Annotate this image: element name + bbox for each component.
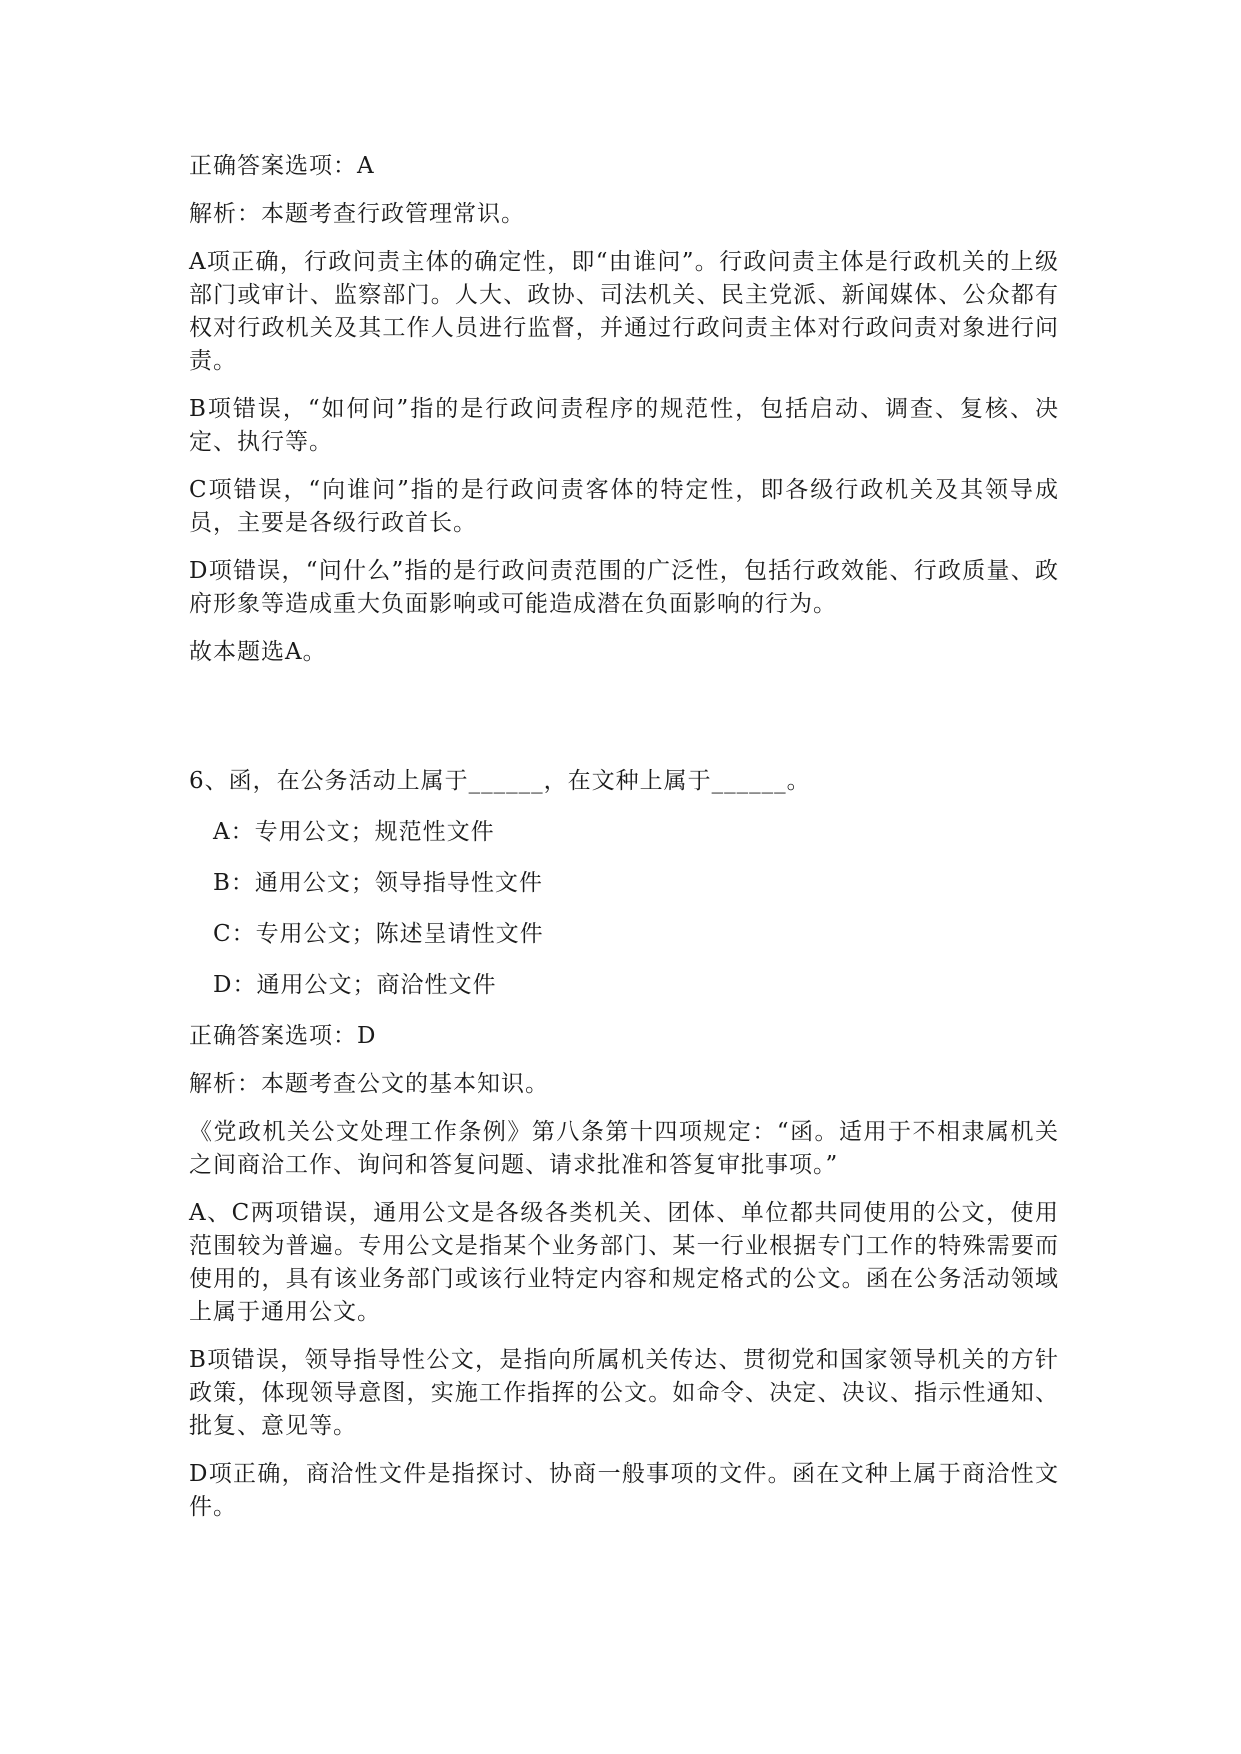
q6-paragraph-4: D项正确，商洽性文件是指探讨、协商一般事项的文件。函在文种上属于商洽性文件。 [189,1461,1059,1520]
q6-answer: 正确答案选项：D [189,1023,377,1049]
q6-analysis: 解析：本题考查公文的基本知识。 [189,1071,549,1097]
option-c: C：专用公文；陈述呈请性文件 [213,921,544,947]
q6-paragraph-3: B项错误，领导指导性公文，是指向所属机关传达、贯彻党和国家领导机关的方针政策，体现领导意图，实施工作指挥的公文。如命令、决定、决议、指示性通知、批复、意见等。 [189,1347,1059,1439]
prev-paragraph-b: B项错误，“如何问”指的是行政问责程序的规范性，包括启动、调查、复核、决定、执行等。 [189,396,1059,455]
option-b: B：通用公文；领导指导性文件 [213,870,543,896]
prev-conclusion: 故本题选A。 [189,639,327,665]
option-a: A：专用公文；规范性文件 [213,819,495,845]
prev-paragraph-c: C项错误，“向谁问”指的是行政问责客体的特定性，即各级行政机关及其领导成员，主要是各级行政首长。 [189,477,1059,536]
q6-paragraph-1: 《党政机关公文处理工作条例》第八条第十四项规定：“函。适用于不相隶属机关之间商洽工作、询问和答复问题、请求批准和答复审批事项。” [189,1119,1059,1178]
q6-paragraph-2: A、C两项错误，通用公文是各级各类机关、团体、单位都共同使用的公文，使用范围较为普遍。专用公文是指某个业务部门、某一行业根据专门工作的特殊需要而使用的，具有该业务部门或该行业特定内容和规定格式的公文。函在公务活动领域上属于通用公文。 [189,1200,1059,1325]
prev-answer: 正确答案选项：A [189,153,375,179]
option-d: D：通用公文；商洽性文件 [213,972,497,998]
prev-paragraph-a: A项正确，行政问责主体的确定性，即“由谁问”。行政问责主体是行政机关的上级部门或审计、监察部门。人大、政协、司法机关、民主党派、新闻媒体、公众都有权对行政机关及其工作人员进行监督，并通过行政问责主体对行政问责对象进行问责。 [189,249,1059,374]
prev-analysis: 解析：本题考查行政管理常识。 [189,201,525,227]
page-content [189,150,1059,1524]
prev-paragraph-d: D项错误，“问什么”指的是行政问责范围的广泛性，包括行政效能、行政质量、政府形象等造成重大负面影响或可能造成潜在负面影响的行为。 [189,558,1059,617]
question-6-stem: 6、函，在公务活动上属于______，在文种上属于______。 [189,768,811,794]
